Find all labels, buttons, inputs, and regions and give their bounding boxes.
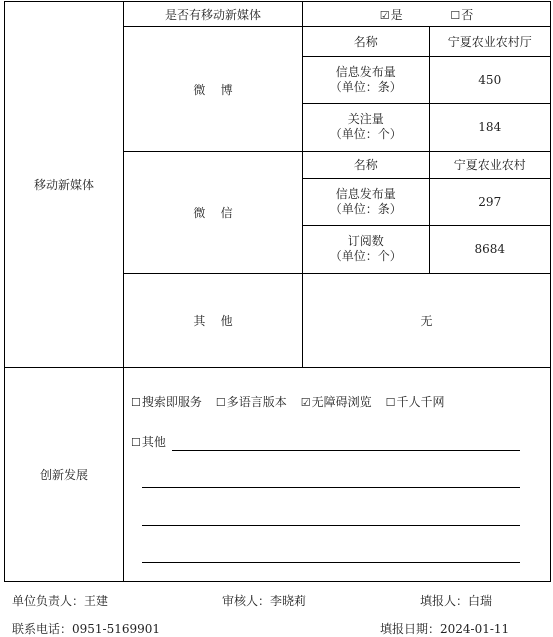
filler: 填报人：白瑞 — [420, 594, 493, 608]
checkbox-empty-icon[interactable]: ☐ — [131, 436, 141, 449]
weibo-follow-value: 184 — [429, 103, 550, 151]
wechat-name-value: 宁夏农业农村 — [429, 152, 550, 178]
no-checkbox-icon[interactable]: ☐ — [450, 8, 461, 22]
option-other-label: 其他 — [141, 435, 166, 449]
option-multilingual[interactable] — [216, 393, 287, 410]
innovation-label: 创新发展 — [5, 368, 124, 582]
new-media-choice — [303, 2, 551, 27]
wechat-posts-label-line1: 信息发布量 — [335, 186, 396, 201]
innovation-options — [124, 368, 551, 582]
other-value: 无 — [303, 274, 551, 368]
innovation-options-row — [131, 393, 459, 410]
option-label: 多语言版本 — [226, 395, 287, 409]
option-other[interactable] — [131, 433, 166, 450]
weibo-posts-value: 450 — [429, 56, 550, 103]
weibo-name-value: 宁夏农业农村厅 — [429, 27, 550, 56]
other-fill-line[interactable] — [172, 450, 520, 451]
contact-phone: 联系电话：0951-5169901 — [12, 622, 161, 636]
option-accessibility[interactable] — [301, 393, 372, 410]
wechat-name-label: 名称 — [303, 152, 429, 178]
weibo-posts-label-line2: （单位：条） — [329, 79, 402, 94]
report-table — [4, 1, 551, 582]
has-new-media-label: 是否有移动新媒体 — [124, 2, 303, 27]
wechat-posts-value: 297 — [429, 178, 550, 225]
checkbox-empty-icon[interactable]: ☐ — [385, 396, 396, 409]
yes-checkbox-icon[interactable]: ☑ — [379, 8, 390, 22]
weibo-details — [303, 27, 551, 152]
wechat-posts-label — [303, 178, 429, 225]
weibo-posts-label-line1: 信息发布量 — [335, 64, 396, 79]
wechat-sub-label — [303, 225, 429, 273]
unit-head: 单位负责人：王建 — [12, 594, 109, 608]
wechat-posts-label-line2: （单位：条） — [329, 201, 402, 216]
option-label: 千人千网 — [396, 395, 445, 409]
option-label: 无障碍浏览 — [311, 395, 372, 409]
wechat-sub-label-line1: 订阅数 — [347, 234, 384, 249]
option-label: 搜索即服务 — [141, 395, 202, 409]
other-label: 其 他 — [124, 274, 303, 368]
checkbox-empty-icon[interactable]: ☐ — [215, 396, 226, 409]
weibo-name-label: 名称 — [303, 27, 429, 56]
fill-date: 填报日期：2024-01-11 — [380, 622, 510, 636]
weibo-follow-label — [303, 103, 429, 151]
wechat-sub-value: 8684 — [429, 225, 550, 273]
no-option-label: 否 — [461, 7, 474, 22]
checkbox-empty-icon[interactable]: ☐ — [131, 396, 141, 409]
reviewer: 审核人：李晓莉 — [222, 594, 307, 608]
blank-line[interactable] — [142, 487, 520, 488]
option-search-as-service[interactable] — [131, 393, 202, 410]
new-media-label: 移动新媒体 — [5, 2, 124, 368]
weibo-posts-label — [303, 56, 429, 103]
blank-line[interactable] — [142, 562, 520, 563]
weibo-follow-label-line2: （单位：个） — [329, 127, 402, 142]
weibo-follow-label-line1: 关注量 — [347, 112, 384, 127]
wechat-sub-label-line2: （单位：个） — [329, 249, 402, 264]
wechat-details — [303, 152, 551, 274]
checkbox-checked-icon[interactable]: ☑ — [300, 396, 311, 409]
blank-line[interactable] — [142, 525, 520, 526]
wechat-label: 微 信 — [124, 152, 303, 274]
yes-option-label: 是 — [390, 7, 403, 22]
option-personalized[interactable] — [386, 393, 445, 410]
weibo-label: 微 博 — [124, 27, 303, 152]
